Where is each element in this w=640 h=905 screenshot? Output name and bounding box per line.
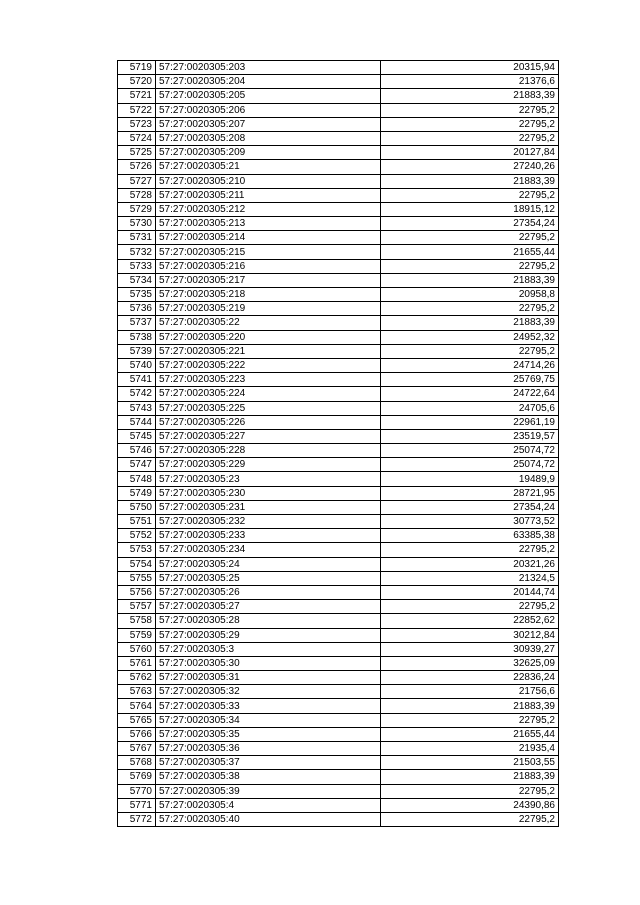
- row-number-cell: 5731: [118, 231, 156, 245]
- value-cell: 21655,44: [381, 245, 559, 259]
- value-cell: 23519,57: [381, 429, 559, 443]
- value-cell: 25074,72: [381, 458, 559, 472]
- row-number-cell: 5739: [118, 344, 156, 358]
- row-number-cell: 5769: [118, 770, 156, 784]
- row-number-cell: 5759: [118, 628, 156, 642]
- cadastral-number-cell: 57:27:0020305:36: [156, 742, 381, 756]
- cadastral-number-cell: 57:27:0020305:31: [156, 671, 381, 685]
- row-number-cell: 5755: [118, 571, 156, 585]
- row-number-cell: 5762: [118, 671, 156, 685]
- value-cell: 22795,2: [381, 131, 559, 145]
- value-cell: 21756,6: [381, 685, 559, 699]
- cadastral-number-cell: 57:27:0020305:211: [156, 188, 381, 202]
- cadastral-number-cell: 57:27:0020305:231: [156, 500, 381, 514]
- cadastral-number-cell: 57:27:0020305:21: [156, 160, 381, 174]
- table-row: [118, 798, 559, 812]
- table-row: [118, 628, 559, 642]
- value-cell: 22795,2: [381, 103, 559, 117]
- value-cell: 22795,2: [381, 117, 559, 131]
- row-number-cell: 5719: [118, 61, 156, 75]
- value-cell: 21883,39: [381, 770, 559, 784]
- cadastral-number-cell: 57:27:0020305:23: [156, 472, 381, 486]
- value-cell: 21655,44: [381, 727, 559, 741]
- table-row: [118, 529, 559, 543]
- value-cell: 22795,2: [381, 784, 559, 798]
- row-number-cell: 5767: [118, 742, 156, 756]
- row-number-cell: 5748: [118, 472, 156, 486]
- table-row: [118, 515, 559, 529]
- value-cell: 30939,27: [381, 642, 559, 656]
- table-row: [118, 231, 559, 245]
- cadastral-number-cell: 57:27:0020305:34: [156, 713, 381, 727]
- table-row: [118, 784, 559, 798]
- table-row: [118, 756, 559, 770]
- cadastral-number-cell: 57:27:0020305:209: [156, 146, 381, 160]
- value-cell: 21883,39: [381, 699, 559, 713]
- table-body: [118, 61, 559, 827]
- row-number-cell: 5768: [118, 756, 156, 770]
- cadastral-number-cell: 57:27:0020305:230: [156, 486, 381, 500]
- value-cell: 27240,26: [381, 160, 559, 174]
- table-row: [118, 160, 559, 174]
- value-cell: 22836,24: [381, 671, 559, 685]
- value-cell: 20315,94: [381, 61, 559, 75]
- cadastral-number-cell: 57:27:0020305:4: [156, 798, 381, 812]
- cadastral-number-cell: 57:27:0020305:217: [156, 273, 381, 287]
- cadastral-number-cell: 57:27:0020305:223: [156, 373, 381, 387]
- row-number-cell: 5724: [118, 131, 156, 145]
- value-cell: 24390,86: [381, 798, 559, 812]
- cadastral-number-cell: 57:27:0020305:232: [156, 515, 381, 529]
- cadastral-number-cell: 57:27:0020305:22: [156, 316, 381, 330]
- cadastral-number-cell: 57:27:0020305:39: [156, 784, 381, 798]
- row-number-cell: 5749: [118, 486, 156, 500]
- table-row: [118, 571, 559, 585]
- table-row: [118, 316, 559, 330]
- row-number-cell: 5741: [118, 373, 156, 387]
- value-cell: 30212,84: [381, 628, 559, 642]
- table-row: [118, 146, 559, 160]
- table-row: [118, 188, 559, 202]
- row-number-cell: 5737: [118, 316, 156, 330]
- cadastral-number-cell: 57:27:0020305:205: [156, 89, 381, 103]
- row-number-cell: 5765: [118, 713, 156, 727]
- row-number-cell: 5738: [118, 330, 156, 344]
- table-row: [118, 415, 559, 429]
- table-row: [118, 699, 559, 713]
- value-cell: 21503,55: [381, 756, 559, 770]
- cadastral-number-cell: 57:27:0020305:233: [156, 529, 381, 543]
- row-number-cell: 5728: [118, 188, 156, 202]
- value-cell: 24722,64: [381, 387, 559, 401]
- table-row: [118, 344, 559, 358]
- cadastral-number-cell: 57:27:0020305:206: [156, 103, 381, 117]
- cadastral-number-cell: 57:27:0020305:204: [156, 75, 381, 89]
- table-row: [118, 472, 559, 486]
- row-number-cell: 5722: [118, 103, 156, 117]
- row-number-cell: 5723: [118, 117, 156, 131]
- cadastral-number-cell: 57:27:0020305:214: [156, 231, 381, 245]
- cadastral-number-cell: 57:27:0020305:225: [156, 401, 381, 415]
- value-cell: 21376,6: [381, 75, 559, 89]
- value-cell: 19489,9: [381, 472, 559, 486]
- value-cell: 24952,32: [381, 330, 559, 344]
- cadastral-number-cell: 57:27:0020305:220: [156, 330, 381, 344]
- value-cell: 21324,5: [381, 571, 559, 585]
- row-number-cell: 5764: [118, 699, 156, 713]
- table-row: [118, 770, 559, 784]
- table-row: [118, 401, 559, 415]
- value-cell: 22852,62: [381, 614, 559, 628]
- table-row: [118, 259, 559, 273]
- table-row: [118, 642, 559, 656]
- row-number-cell: 5752: [118, 529, 156, 543]
- row-number-cell: 5740: [118, 358, 156, 372]
- cadastral-number-cell: 57:27:0020305:35: [156, 727, 381, 741]
- table-row: [118, 103, 559, 117]
- row-number-cell: 5745: [118, 429, 156, 443]
- table-row: [118, 685, 559, 699]
- row-number-cell: 5726: [118, 160, 156, 174]
- row-number-cell: 5743: [118, 401, 156, 415]
- cadastral-number-cell: 57:27:0020305:222: [156, 358, 381, 372]
- row-number-cell: 5730: [118, 217, 156, 231]
- cadastral-number-cell: 57:27:0020305:228: [156, 444, 381, 458]
- value-cell: 32625,09: [381, 656, 559, 670]
- row-number-cell: 5747: [118, 458, 156, 472]
- cadastral-number-cell: 57:27:0020305:203: [156, 61, 381, 75]
- row-number-cell: 5766: [118, 727, 156, 741]
- row-number-cell: 5756: [118, 585, 156, 599]
- table-row: [118, 387, 559, 401]
- table-row: [118, 131, 559, 145]
- cadastral-number-cell: 57:27:0020305:218: [156, 288, 381, 302]
- table-row: [118, 217, 559, 231]
- table-row: [118, 174, 559, 188]
- cadastral-number-cell: 57:27:0020305:212: [156, 202, 381, 216]
- row-number-cell: 5744: [118, 415, 156, 429]
- value-cell: 22795,2: [381, 231, 559, 245]
- row-number-cell: 5754: [118, 557, 156, 571]
- row-number-cell: 5760: [118, 642, 156, 656]
- row-number-cell: 5725: [118, 146, 156, 160]
- cadastral-number-cell: 57:27:0020305:26: [156, 585, 381, 599]
- row-number-cell: 5732: [118, 245, 156, 259]
- table-row: [118, 302, 559, 316]
- value-cell: 22795,2: [381, 600, 559, 614]
- table-row: [118, 245, 559, 259]
- cadastral-number-cell: 57:27:0020305:216: [156, 259, 381, 273]
- row-number-cell: 5733: [118, 259, 156, 273]
- row-number-cell: 5750: [118, 500, 156, 514]
- table-row: [118, 557, 559, 571]
- row-number-cell: 5772: [118, 812, 156, 826]
- cadastral-number-cell: 57:27:0020305:24: [156, 557, 381, 571]
- table-row: [118, 713, 559, 727]
- row-number-cell: 5736: [118, 302, 156, 316]
- table-row: [118, 671, 559, 685]
- row-number-cell: 5735: [118, 288, 156, 302]
- value-cell: 24705,6: [381, 401, 559, 415]
- cadastral-number-cell: 57:27:0020305:224: [156, 387, 381, 401]
- cadastral-number-cell: 57:27:0020305:219: [156, 302, 381, 316]
- row-number-cell: 5742: [118, 387, 156, 401]
- value-cell: 24714,26: [381, 358, 559, 372]
- cadastral-number-cell: 57:27:0020305:29: [156, 628, 381, 642]
- value-cell: 25769,75: [381, 373, 559, 387]
- value-cell: 27354,24: [381, 500, 559, 514]
- cadastral-number-cell: 57:27:0020305:208: [156, 131, 381, 145]
- cadastral-number-cell: 57:27:0020305:229: [156, 458, 381, 472]
- table-row: [118, 429, 559, 443]
- row-number-cell: 5763: [118, 685, 156, 699]
- cadastral-number-cell: 57:27:0020305:33: [156, 699, 381, 713]
- value-cell: 28721,95: [381, 486, 559, 500]
- value-cell: 22795,2: [381, 188, 559, 202]
- cadastral-number-cell: 57:27:0020305:226: [156, 415, 381, 429]
- cadastral-number-cell: 57:27:0020305:227: [156, 429, 381, 443]
- table-row: [118, 288, 559, 302]
- cadastral-number-cell: 57:27:0020305:207: [156, 117, 381, 131]
- cadastral-number-cell: 57:27:0020305:215: [156, 245, 381, 259]
- table-row: [118, 444, 559, 458]
- value-cell: 25074,72: [381, 444, 559, 458]
- cadastral-number-cell: 57:27:0020305:37: [156, 756, 381, 770]
- value-cell: 20958,8: [381, 288, 559, 302]
- row-number-cell: 5757: [118, 600, 156, 614]
- value-cell: 20144,74: [381, 585, 559, 599]
- value-cell: 18915,12: [381, 202, 559, 216]
- table-row: [118, 742, 559, 756]
- row-number-cell: 5751: [118, 515, 156, 529]
- value-cell: 21883,39: [381, 316, 559, 330]
- value-cell: 22795,2: [381, 344, 559, 358]
- table-row: [118, 330, 559, 344]
- table-row: [118, 373, 559, 387]
- cadastral-number-cell: 57:27:0020305:32: [156, 685, 381, 699]
- row-number-cell: 5770: [118, 784, 156, 798]
- row-number-cell: 5734: [118, 273, 156, 287]
- value-cell: 22795,2: [381, 713, 559, 727]
- value-cell: 22795,2: [381, 812, 559, 826]
- value-cell: 21883,39: [381, 89, 559, 103]
- table-row: [118, 543, 559, 557]
- cadastral-number-cell: 57:27:0020305:25: [156, 571, 381, 585]
- table-row: [118, 75, 559, 89]
- cadastral-number-cell: 57:27:0020305:3: [156, 642, 381, 656]
- row-number-cell: 5771: [118, 798, 156, 812]
- cadastral-number-cell: 57:27:0020305:221: [156, 344, 381, 358]
- cadastral-number-cell: 57:27:0020305:40: [156, 812, 381, 826]
- row-number-cell: 5761: [118, 656, 156, 670]
- table-row: [118, 727, 559, 741]
- cadastral-value-table: [117, 60, 559, 827]
- value-cell: 21883,39: [381, 273, 559, 287]
- row-number-cell: 5720: [118, 75, 156, 89]
- value-cell: 20127,84: [381, 146, 559, 160]
- value-cell: 21883,39: [381, 174, 559, 188]
- cadastral-number-cell: 57:27:0020305:234: [156, 543, 381, 557]
- table-row: [118, 585, 559, 599]
- table-row: [118, 614, 559, 628]
- row-number-cell: 5721: [118, 89, 156, 103]
- cadastral-number-cell: 57:27:0020305:210: [156, 174, 381, 188]
- value-cell: 21935,4: [381, 742, 559, 756]
- row-number-cell: 5727: [118, 174, 156, 188]
- cadastral-number-cell: 57:27:0020305:213: [156, 217, 381, 231]
- table-row: [118, 202, 559, 216]
- table-row: [118, 656, 559, 670]
- table-row: [118, 358, 559, 372]
- cadastral-number-cell: 57:27:0020305:28: [156, 614, 381, 628]
- row-number-cell: 5729: [118, 202, 156, 216]
- table-row: [118, 117, 559, 131]
- cadastral-number-cell: 57:27:0020305:27: [156, 600, 381, 614]
- table-row: [118, 600, 559, 614]
- row-number-cell: 5753: [118, 543, 156, 557]
- table-row: [118, 486, 559, 500]
- table-row: [118, 458, 559, 472]
- value-cell: 22795,2: [381, 302, 559, 316]
- value-cell: 20321,26: [381, 557, 559, 571]
- value-cell: 22961,19: [381, 415, 559, 429]
- cadastral-number-cell: 57:27:0020305:38: [156, 770, 381, 784]
- table-row: [118, 500, 559, 514]
- table-row: [118, 812, 559, 826]
- table-row: [118, 89, 559, 103]
- cadastral-number-cell: 57:27:0020305:30: [156, 656, 381, 670]
- table-row: [118, 273, 559, 287]
- value-cell: 63385,38: [381, 529, 559, 543]
- table-row: [118, 61, 559, 75]
- value-cell: 22795,2: [381, 259, 559, 273]
- value-cell: 22795,2: [381, 543, 559, 557]
- row-number-cell: 5758: [118, 614, 156, 628]
- value-cell: 30773,52: [381, 515, 559, 529]
- row-number-cell: 5746: [118, 444, 156, 458]
- value-cell: 27354,24: [381, 217, 559, 231]
